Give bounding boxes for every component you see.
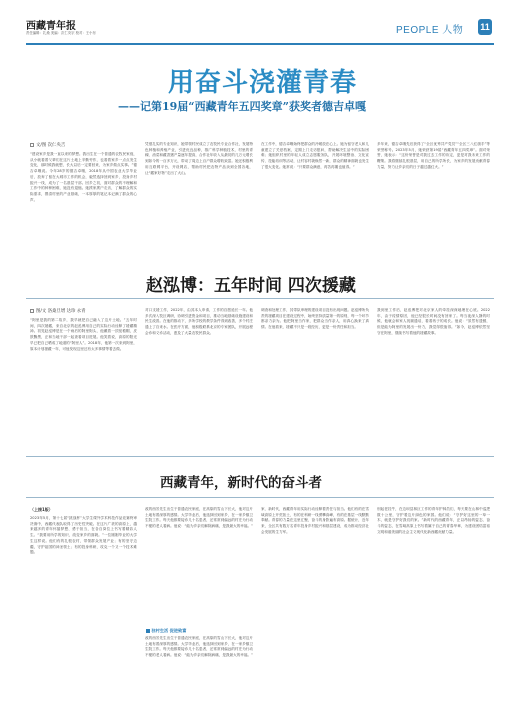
story3-col-1: 2023年5月，第十七届“挑战杯”大学生课外学术科技作品竞赛终审决赛中，西藏代表队取得了历史性突破。在这片广袤的高原上，越来越多的青年怀揣梦想、勇于担当，在各自岗位上书写着精彩人生。“我要用所学的知识，改变家乡的面貌。”一位刚刚毕业的大学生这样说。他们有的扎根农村，带领群众发展产业；有的坚守边疆，守护祖国的神圣领土；有的投身科研，攻克一个又一个技术难题。 <box>30 516 137 555</box>
feature-col-3: 在工作中，德吉卓嘎始终把群众的冷暖放在心上。她为留守老人和儿童建立了关爱档案，定期上门走访慰问，帮助解决生活中的实际困难；她组织村里的年轻人成立志愿服务队，开展环境整治、文化宣传、技能培训等活动，让村容村貌焕然一新，群众的精神面貌也发生了很大变化。她常说：“只要群众满意，再苦再累也值得。” <box>261 142 369 169</box>
feature-byline <box>30 142 65 148</box>
story3-col-2b: 改的西芳先生出生于普通农民家庭，在高原的雪山下长大，他对这片土地有着深厚的感情。大学毕业后，他选择回到家乡，在一家乡镇卫生院工作。每天他都要接诊几十名患者，还常常到偏远的村庄为行动不便的老人看病。他说：“能为乡亲们解除病痛，是我最大的幸福。” <box>145 636 253 658</box>
page-number: 11 <box>480 22 490 32</box>
feature-col-1: “建设家乡是我一直以来的梦想。我出生在一个普通的农牧民家庭，从小就看着父辈们在这片土地上辛勤劳作，也看着家乡一点点发生变化，那时候我就想，长大以后一定要回来，为家乡做点实事。”德吉卓嘎说。今年28岁的德吉卓嘎，2018年从中国农业大学毕业后，放弃了留在大城市工作的机会，毅然选择回到家乡，投身乡村振兴一线，成为了一名基层干部。回乡之初，面对群众的不理解和工作中的种种困难，她没有退缩。她挨家挨户走访，了解群众的实际需求，摸清村里的产业基础，一本厚厚的笔记本记满了群众的心声。 <box>30 152 137 202</box>
masthead-rule <box>26 43 494 45</box>
story3-col-4: 别起老挂牛，在边坝县林区工作的青年护林员们，每天要在山林中巡逻数十公里，守护着这片绿色的家园。他们说：“守护好这里的一草一木，就是守护好我们的家。”新时代的西藏青年，正以昂扬的姿态、奋斗的姿态，在雪域高原上书写着属于自己的青春华章，为建设团结富裕文明和谐美丽的社会主义现代化新西藏贡献力量。 <box>377 507 490 534</box>
feature-headline: 用奋斗浇灌青春 <box>168 68 358 98</box>
story2-headline: 赵泓博：五年时间 四次援藏 <box>146 276 356 296</box>
story2-col-3: 调查和处理工作，其带队审理的建设项目没有出现问题。赵泓博所负责的援藏项目在建设过程中，始终坚持质量第一的原则，每一个环节都亲力亲为。他把阿里当作家，把群众当作亲人，用真心换来了真情。在他看来，援藏不只是一段经历，更是一份责任和担当。 <box>261 308 369 330</box>
feature-col-2: 凭借扎实的专业知识，她带领村民成立了农牧民专业合作社，发展特色种植和养殖产业，引进优良品种，推广科学种植技术，村里的青稞、油菜和藏香猪产量逐年提高，合作社年收入从最初的几万元增长到如今的一百多万元，带动了周边上百户群众增收致富。她还积极利用互联网平台，开设网店，帮助村民把农特产品卖到全国各地，让“藏家好物”走出了大山。 <box>145 142 253 175</box>
story3-subhead-2 <box>145 628 186 634</box>
section-title: PEOPLE 人物 <box>396 25 464 36</box>
story2-byline-text: 图/文 洛桑旦增 达珍 永青 <box>36 309 86 314</box>
feature-col-4: 多年来，德吉卓嘎先后获得了“全区优秀共产党员”“全区三八红旗手”等荣誉称号。2023年5月，她荣获第19届“西藏青年五四奖章”。面对荣誉，她表示：“这份荣誉是对我过去工作的肯定，更是对我未来工作的鞭策。我将继续扎根基层，用自己的所学所长，为家乡的发展贡献青春力量，努力让乡亲们的日子越过越红火。” <box>377 142 490 169</box>
story2-byline <box>30 308 86 314</box>
byline-icon <box>30 143 34 147</box>
story3-byline: （上接1版） <box>30 507 53 512</box>
issue-line: 责任编辑：扎桑 美编：次仁央宗 校对：王小东 <box>26 31 96 35</box>
masthead <box>26 14 496 44</box>
story3-rule <box>26 497 494 498</box>
story3-col-3: 家、新时代，西藏青年用实际行动诠释着责任与担当。他们有的在雪域高原上开荒拓土，有的在科研一线勇攀高峰，有的在基层一线默默奉献。青春的力量在这里汇聚，奋斗的身影遍布高原。据统计，近年来，全区共有数万名青年投身乡村振兴和基层建设，成为推动经济社会发展的生力军。 <box>261 507 369 534</box>
story2-col-2: 对口支援工作，2022年，由其本人申请，工作的自愿延长一年。他多次深入牧区调研，协调引进资金和项目，推动当地基础设施建设和民生改善。在他的推动下，多所学校的教学条件得到改善，多个村庄通上了自来水。在医疗方面，他积极联系北京的专家团队，开展远程会诊和义诊活动，惠及了大量农牧民群众。 <box>145 308 253 335</box>
byline-icon <box>30 309 34 313</box>
story3-headline: 西藏青年，新时代的奋斗者 <box>160 475 322 491</box>
feature-byline-text: 文/图 次仁央吉 <box>36 143 66 148</box>
subhead-marker-icon <box>146 629 150 633</box>
story3-subhead-2-text: 驻村生活 促进致富 <box>151 628 187 633</box>
story2-col-1: “阿里是我的第二故乡，我早就把自己融入了这片土地。”五年时间，四次援藏，来自北京的赵泓博用自己的实际行动诠释了援藏精神。初见赵泓博是在一个雨后的阿里街头，他戴着一顶宽檐帽，皮肤黝黑，正和当地干部一起查看项目进展。他笑着说，高原的阳光早已把自己晒成了地道的“阿里人”。2018年，他第一次来到阿里，原本计划援藏一年，可他发现这里还有太多事情等着去做。 <box>30 318 137 351</box>
story3-col-2: 改的西芳先生出生于普通农民家庭，在高原的雪山下长大，他对这片土地有着深厚的感情。大学毕业后，他选择回到家乡，在一家乡镇卫生院工作。每天他都要接诊几十名患者，还常常到偏远的村庄为行动不便的老人看病。他说：“能为乡亲们解除病痛，是我最大的幸福。” <box>145 507 253 529</box>
story2-col-4: 我到里工作后，赵泓博把对北京家人的牵挂深深地埋在心底。2022年，由于疫情原因，他已经很长时间没有回家了。每当夜深人静的时候，他就会和家人视频通话，看看孩子的成长。他说：“虽然有遗憾，但是能为阿里的发展出一份力，我觉得很值得。”如今，赵泓博依然坚守在阿里，继续书写着他的援藏故事。 <box>377 308 490 335</box>
brand-logo: 西藏青年报 <box>26 21 76 32</box>
story3-rule-top <box>26 456 494 457</box>
page-number-badge <box>478 19 492 35</box>
story2-rule <box>26 298 494 299</box>
feature-subheadline: ——记第19届“西藏青年五四奖章”获奖者德吉卓嘎 <box>118 100 366 113</box>
